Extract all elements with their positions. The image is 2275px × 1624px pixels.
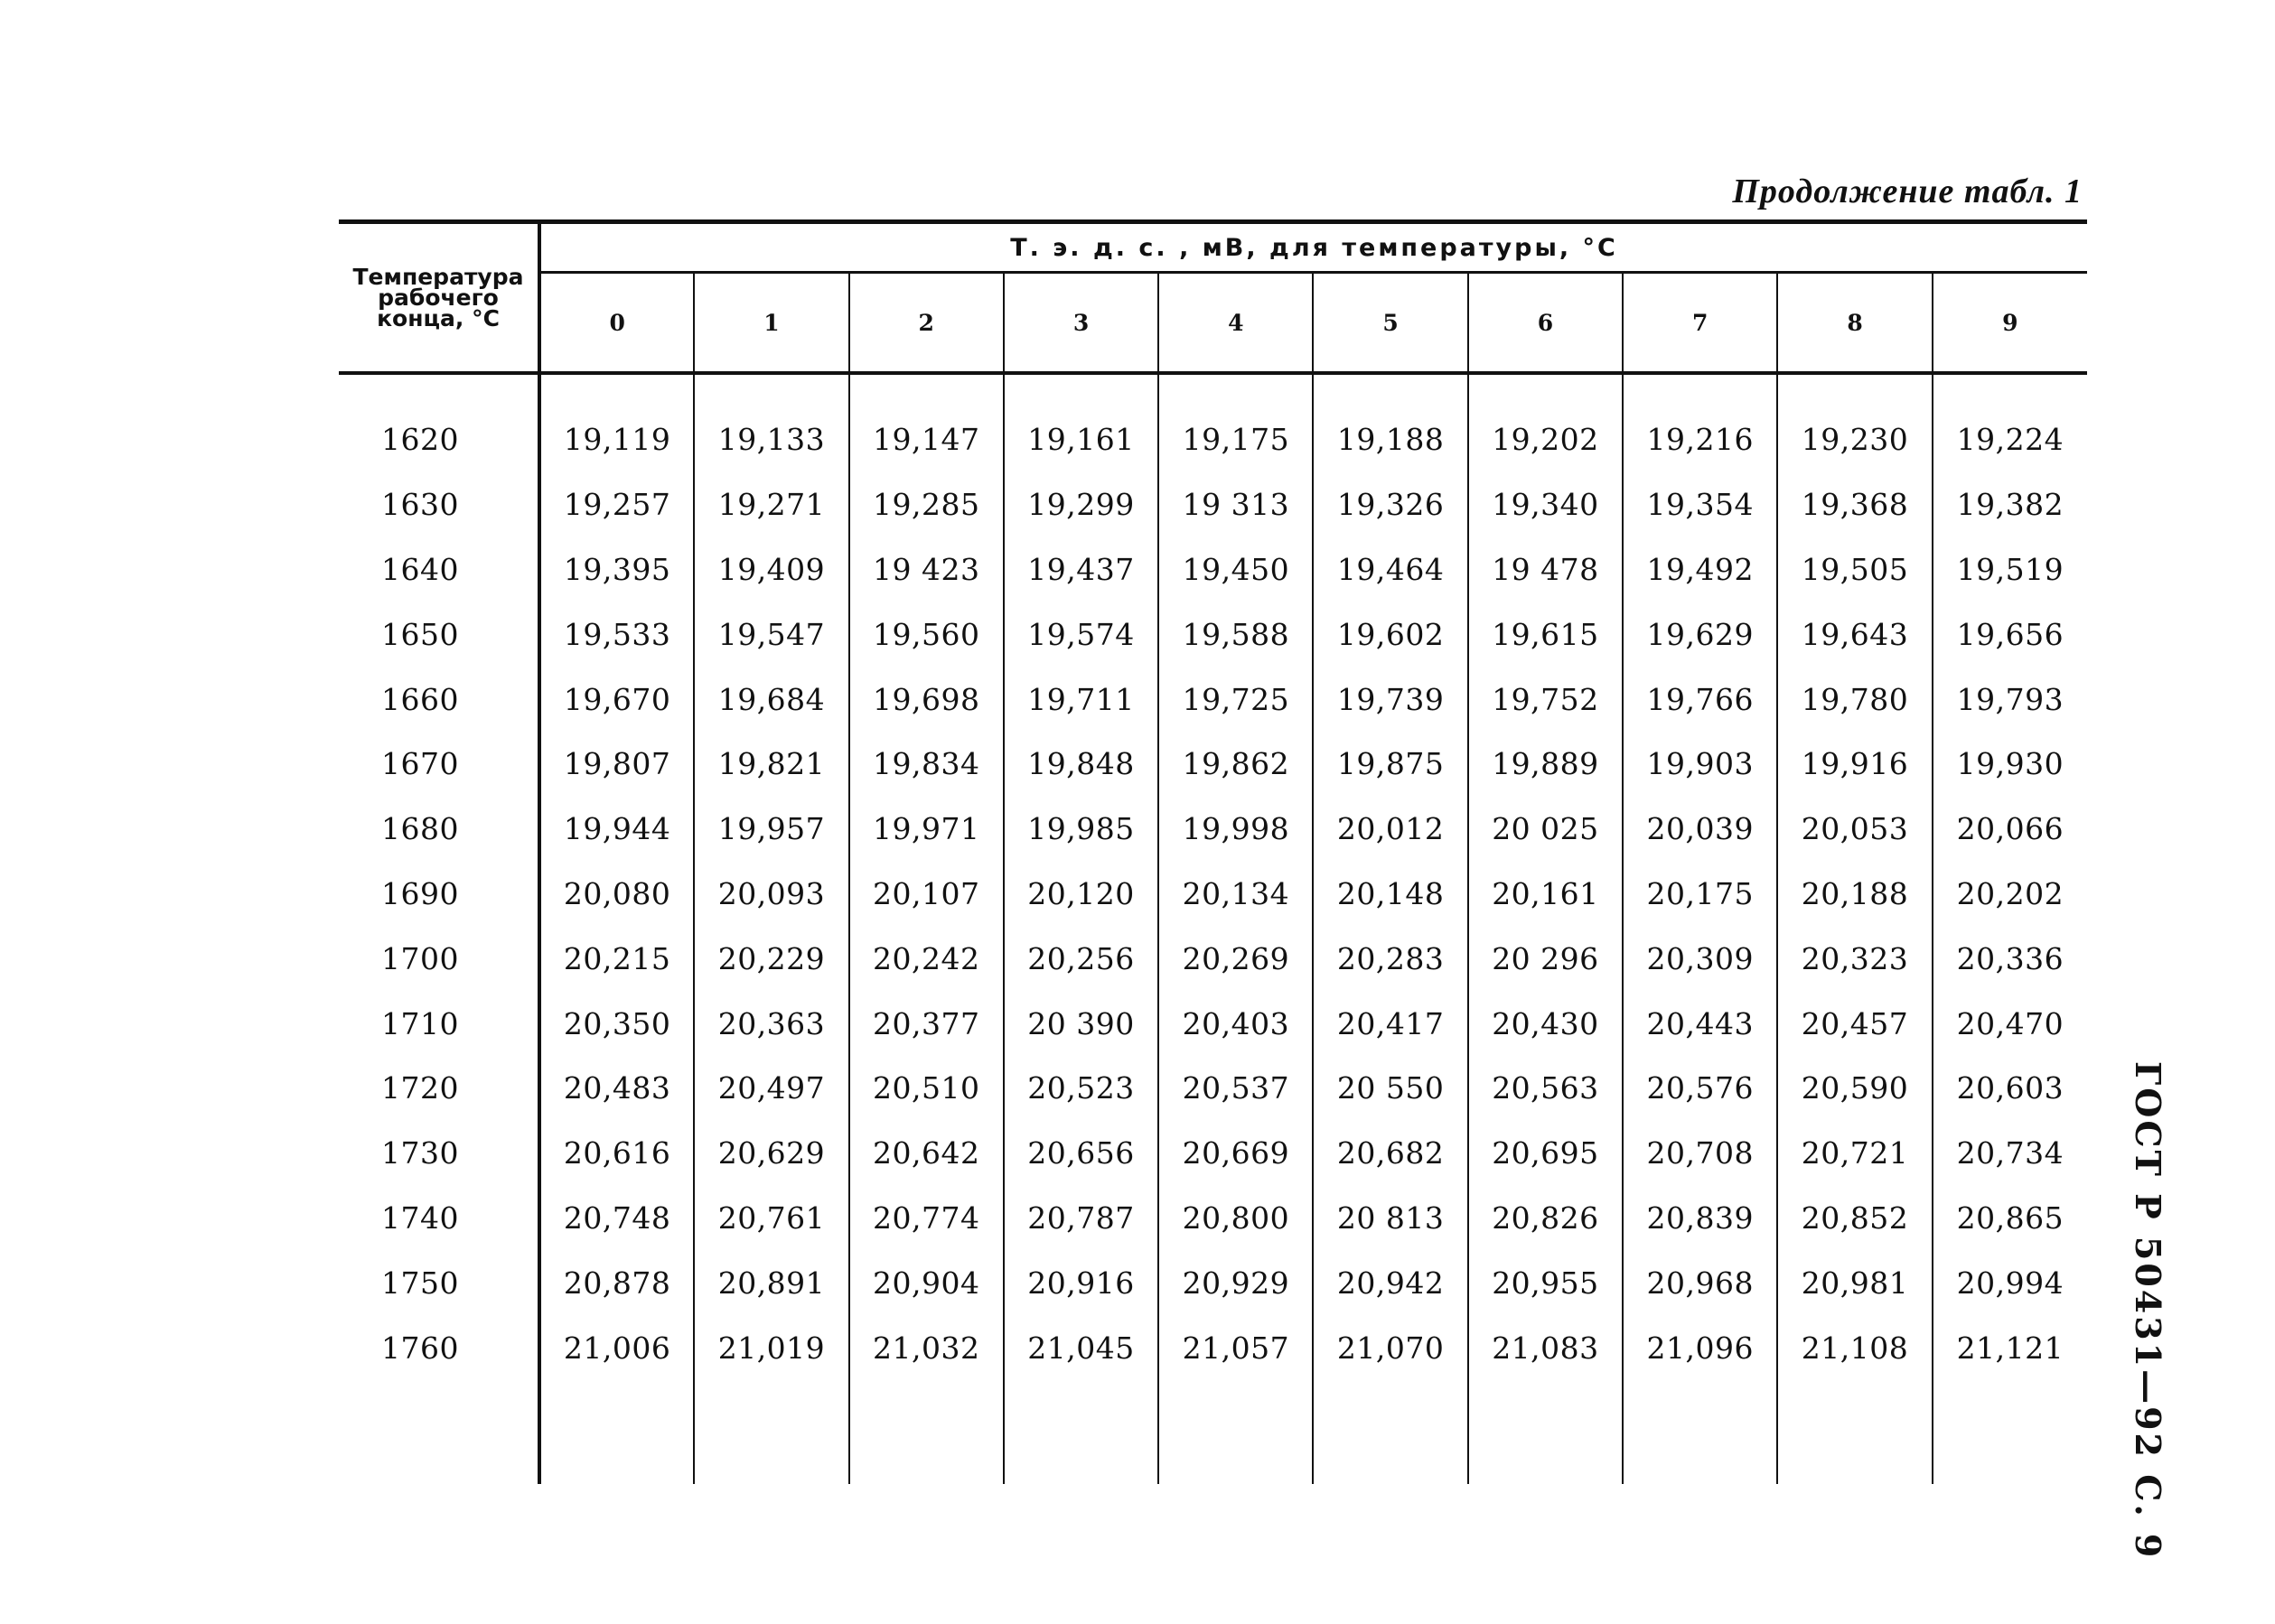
emf-value-cell: 20,148: [1313, 862, 1467, 927]
emf-value-cell: 21,045: [1004, 1315, 1158, 1380]
emf-value-cell: 20,229: [694, 926, 848, 991]
emf-value-cell: 19,437: [1004, 537, 1158, 602]
emf-value-cell: 20 296: [1468, 926, 1623, 991]
emf-value-cell: 19,285: [849, 472, 1004, 537]
emf-value-cell: 19,711: [1004, 667, 1158, 732]
emf-value-cell: 20,350: [539, 991, 694, 1056]
emf-value-cell: 20,721: [1777, 1121, 1932, 1186]
emf-value-cell: 20,839: [1623, 1186, 1777, 1251]
emf-value-cell: 20,682: [1313, 1121, 1467, 1186]
emf-value-cell: 20,878: [539, 1250, 694, 1315]
thermo-emf-table: [339, 219, 2087, 1484]
emf-value-cell: 19,547: [694, 602, 848, 667]
column-header-0: 0: [539, 273, 694, 374]
emf-value-cell: 20,800: [1158, 1186, 1313, 1251]
temperature-cell: 1680: [339, 797, 539, 862]
table-row: [339, 797, 2087, 862]
emf-value-cell: 19 423: [849, 537, 1004, 602]
temperature-cell: 1650: [339, 602, 539, 667]
emf-value-cell: 19,725: [1158, 667, 1313, 732]
emf-value-cell: 19,533: [539, 602, 694, 667]
emf-value-cell: 19,848: [1004, 732, 1158, 797]
emf-value-cell: 20,283: [1313, 926, 1467, 991]
emf-value-cell: 19,395: [539, 537, 694, 602]
emf-value-cell: 20,470: [1956, 1005, 2064, 1041]
emf-value-cell: 20,430: [1468, 991, 1623, 1056]
emf-value-cell: 19,766: [1623, 667, 1777, 732]
emf-value-cell: 20,161: [1468, 862, 1623, 927]
emf-value-cell: 20,708: [1623, 1121, 1777, 1186]
column-header-8: 8: [1777, 273, 1932, 374]
table-row: [339, 373, 2087, 472]
emf-value-cell: 19,889: [1468, 732, 1623, 797]
emf-value-cell: 19,684: [694, 667, 848, 732]
column-header-6: 6: [1468, 273, 1623, 374]
empty-cell: [539, 1380, 694, 1484]
empty-cell: [339, 1380, 539, 1484]
emf-value-cell: 21,019: [694, 1315, 848, 1380]
emf-value-cell: 20 550: [1313, 1056, 1467, 1121]
empty-cell: [1468, 1380, 1623, 1484]
emf-value-cell: 19,903: [1623, 732, 1777, 797]
temperature-cell: 1630: [339, 472, 539, 537]
table-row: [339, 1186, 2087, 1251]
emf-value-cell: 19,875: [1313, 732, 1467, 797]
emf-value-cell: 20,510: [849, 1056, 1004, 1121]
emf-value-cell: 19 313: [1158, 472, 1313, 537]
emf-value-cell: 20,523: [1004, 1056, 1158, 1121]
emf-value-cell: 19,382: [1956, 487, 2064, 523]
group-header-cell: Т. э. д. с. , мВ, для температуры, °С: [539, 222, 2087, 273]
emf-value-cell: 20,734: [1956, 1135, 2064, 1171]
temperature-cell: 1710: [339, 991, 539, 1056]
emf-value-cell: 19,560: [849, 602, 1004, 667]
emf-value-cell: 19,230: [1777, 373, 1932, 472]
column-header-4: 4: [1158, 273, 1313, 374]
emf-value-cell: 19,670: [539, 667, 694, 732]
emf-value-cell: 19 478: [1468, 537, 1623, 602]
emf-value-cell: 20,403: [1158, 991, 1313, 1056]
emf-value-cell: 19,271: [694, 472, 848, 537]
emf-value-cell: 19,574: [1004, 602, 1158, 667]
emf-value-cell: 19,739: [1313, 667, 1467, 732]
emf-value-cell: 20,865: [1956, 1199, 2064, 1236]
column-header-2: 2: [849, 273, 1004, 374]
table-caption: Продолжение табл. 1: [1732, 173, 2083, 210]
emf-value-cell: 19,930: [1956, 746, 2064, 782]
temperature-cell: 1720: [339, 1056, 539, 1121]
emf-value-cell: 20,590: [1777, 1056, 1932, 1121]
temperature-cell: 1690: [339, 862, 539, 927]
empty-cell: [1777, 1380, 1932, 1484]
temperature-cell: 1640: [339, 537, 539, 602]
emf-value-cell: 20,188: [1777, 862, 1932, 927]
emf-value-cell: 19,793: [1956, 681, 2064, 717]
emf-value-cell: 19,821: [694, 732, 848, 797]
emf-value-cell: 19,326: [1313, 472, 1467, 537]
temperature-cell: 1670: [339, 732, 539, 797]
emf-value-cell: 20,774: [849, 1186, 1004, 1251]
emf-value-cell: 19,505: [1777, 537, 1932, 602]
emf-value-cell: 19,916: [1777, 732, 1932, 797]
emf-value-cell: 20,968: [1623, 1250, 1777, 1315]
emf-value-cell: 19,602: [1313, 602, 1467, 667]
emf-value-cell: 19,299: [1004, 472, 1158, 537]
column-header-1: 1: [694, 273, 848, 374]
emf-value-cell: 20,916: [1004, 1250, 1158, 1315]
emf-value-cell: 20,120: [1004, 862, 1158, 927]
emf-value-cell: 21,057: [1158, 1315, 1313, 1380]
table-row: [339, 667, 2087, 732]
emf-value-cell: 20,563: [1468, 1056, 1623, 1121]
emf-value-cell: 21,083: [1468, 1315, 1623, 1380]
table-row: [339, 602, 2087, 667]
emf-value-cell: 21,096: [1623, 1315, 1777, 1380]
emf-value-cell: 20,787: [1004, 1186, 1158, 1251]
emf-value-cell: 19,807: [539, 732, 694, 797]
empty-cell: [1158, 1380, 1313, 1484]
column-header-5: 5: [1313, 273, 1467, 374]
emf-value-cell: 20,256: [1004, 926, 1158, 991]
emf-value-cell: 20,695: [1468, 1121, 1623, 1186]
temperature-cell: 1730: [339, 1121, 539, 1186]
emf-value-cell: 19,257: [539, 472, 694, 537]
emf-value-cell: 20,497: [694, 1056, 848, 1121]
emf-value-cell: 21,108: [1777, 1315, 1932, 1380]
emf-value-cell: 19,615: [1468, 602, 1623, 667]
emf-value-cell: 19,133: [694, 373, 848, 472]
emf-value-cell: 19,862: [1158, 732, 1313, 797]
emf-value-cell: 19,368: [1777, 472, 1932, 537]
emf-value-cell: 19,629: [1623, 602, 1777, 667]
emf-value-cell: 19,985: [1004, 797, 1158, 862]
emf-value-cell: 20,053: [1777, 797, 1932, 862]
column-header-9: 9: [1933, 273, 2087, 374]
temperature-cell: 1750: [339, 1250, 539, 1315]
emf-value-cell: 19,354: [1623, 472, 1777, 537]
emf-value-cell: 19,998: [1158, 797, 1313, 862]
emf-value-cell: 19,752: [1468, 667, 1623, 732]
emf-value-cell: 20,656: [1004, 1121, 1158, 1186]
document-side-label: ГОСТ Р 50431—92 С. 9: [2128, 1061, 2168, 1561]
emf-value-cell: 19,464: [1313, 537, 1467, 602]
emf-value-cell: 20,363: [694, 991, 848, 1056]
emf-value-cell: 19,698: [849, 667, 1004, 732]
emf-value-cell: 21,006: [539, 1315, 694, 1380]
emf-value-cell: 19,119: [539, 373, 694, 472]
emf-value-cell: 20,269: [1158, 926, 1313, 991]
emf-value-cell: 20,457: [1777, 991, 1932, 1056]
table-row: [339, 537, 2087, 602]
emf-value-cell: 20,629: [694, 1121, 848, 1186]
emf-value-cell: 20,852: [1777, 1186, 1932, 1251]
emf-value-cell: 20,942: [1313, 1250, 1467, 1315]
emf-value-cell: 20,748: [539, 1186, 694, 1251]
emf-value-cell: 19,409: [694, 537, 848, 602]
empty-cell: [1004, 1380, 1158, 1484]
emf-value-cell: 20,202: [1956, 875, 2064, 911]
emf-value-cell: 19,147: [849, 373, 1004, 472]
temperature-cell: 1620: [339, 373, 539, 472]
emf-value-cell: 19,957: [694, 797, 848, 862]
emf-value-cell: 19,175: [1158, 373, 1313, 472]
emf-value-cell: 20,904: [849, 1250, 1004, 1315]
emf-value-cell: 19,588: [1158, 602, 1313, 667]
emf-value-cell: 19,834: [849, 732, 1004, 797]
emf-value-cell: 21,121: [1956, 1330, 2064, 1366]
emf-value-cell: 20,175: [1623, 862, 1777, 927]
table-row: [339, 1056, 2087, 1121]
table-header: [339, 222, 2087, 374]
emf-value-cell: 20,616: [539, 1121, 694, 1186]
emf-value-cell: 20,761: [694, 1186, 848, 1251]
empty-cell: [849, 1380, 1004, 1484]
temperature-cell: 1760: [339, 1315, 539, 1380]
emf-value-cell: 20,994: [1956, 1265, 2064, 1301]
emf-value-cell: 20,955: [1468, 1250, 1623, 1315]
table-row: [339, 862, 2087, 927]
emf-value-cell: 19,492: [1623, 537, 1777, 602]
temperature-cell: 1700: [339, 926, 539, 991]
emf-value-cell: 20,576: [1623, 1056, 1777, 1121]
emf-value-cell: 20,603: [1956, 1070, 2064, 1106]
emf-value-cell: 20,309: [1623, 926, 1777, 991]
emf-value-cell: 19,519: [1956, 551, 2064, 587]
emf-value-cell: 20,242: [849, 926, 1004, 991]
emf-value-cell: 20,093: [694, 862, 848, 927]
emf-value-cell: 20,891: [694, 1250, 848, 1315]
empty-cell: [1313, 1380, 1467, 1484]
emf-value-cell: 20 025: [1468, 797, 1623, 862]
emf-value-cell: 20,134: [1158, 862, 1313, 927]
emf-value-cell: 19,202: [1468, 373, 1623, 472]
emf-value-cell: 20 390: [1004, 991, 1158, 1056]
emf-value-cell: 20,417: [1313, 991, 1467, 1056]
column-header-7: 7: [1623, 273, 1777, 374]
table-body: [339, 373, 2087, 1484]
emf-value-cell: 20,323: [1777, 926, 1932, 991]
emf-value-cell: 21,032: [849, 1315, 1004, 1380]
table-row: [339, 991, 2087, 1056]
empty-cell: [694, 1380, 848, 1484]
emf-value-cell: 19,188: [1313, 373, 1467, 472]
table-row: [339, 1315, 2087, 1380]
emf-value-cell: 20,981: [1777, 1250, 1932, 1315]
emf-value-cell: 20,642: [849, 1121, 1004, 1186]
emf-value-cell: 20,826: [1468, 1186, 1623, 1251]
emf-value-cell: 20,443: [1623, 991, 1777, 1056]
emf-value-cell: 20,039: [1623, 797, 1777, 862]
emf-value-cell: 20,669: [1158, 1121, 1313, 1186]
table-row: [339, 1121, 2087, 1186]
emf-value-cell: 19,643: [1777, 602, 1932, 667]
emf-value-cell: 19,161: [1004, 373, 1158, 472]
temperature-cell: 1740: [339, 1186, 539, 1251]
emf-value-cell: 20,537: [1158, 1056, 1313, 1121]
column-header-row: [339, 273, 2087, 374]
emf-value-cell: 20,066: [1956, 811, 2064, 847]
temperature-cell: 1660: [339, 667, 539, 732]
emf-value-cell: 19,216: [1623, 373, 1777, 472]
emf-value-cell: 19,944: [539, 797, 694, 862]
emf-value-cell: 20 813: [1313, 1186, 1467, 1251]
emf-value-cell: 19,224: [1956, 422, 2064, 458]
table-row: [339, 1250, 2087, 1315]
emf-value-cell: 19,780: [1777, 667, 1932, 732]
table-row: [339, 472, 2087, 537]
emf-value-cell: 19,656: [1956, 616, 2064, 652]
table-spacer-row: [339, 1380, 2087, 1484]
emf-value-cell: 20,929: [1158, 1250, 1313, 1315]
emf-value-cell: 20,336: [1956, 940, 2064, 976]
emf-value-cell: 19,971: [849, 797, 1004, 862]
emf-value-cell: 20,012: [1313, 797, 1467, 862]
emf-value-cell: 20,107: [849, 862, 1004, 927]
emf-value-cell: 19,340: [1468, 472, 1623, 537]
emf-value-cell: 20,483: [539, 1056, 694, 1121]
row-header-cell: Температура рабочего конца, °С: [339, 222, 539, 374]
emf-value-cell: 20,080: [539, 862, 694, 927]
empty-cell: [1933, 1380, 2087, 1484]
emf-value-cell: 20,377: [849, 991, 1004, 1056]
table-row: [339, 732, 2087, 797]
emf-value-cell: 20,215: [539, 926, 694, 991]
emf-value-cell: 19,450: [1158, 537, 1313, 602]
column-header-3: 3: [1004, 273, 1158, 374]
empty-cell: [1623, 1380, 1777, 1484]
emf-value-cell: 21,070: [1313, 1315, 1467, 1380]
table-row: [339, 926, 2087, 991]
